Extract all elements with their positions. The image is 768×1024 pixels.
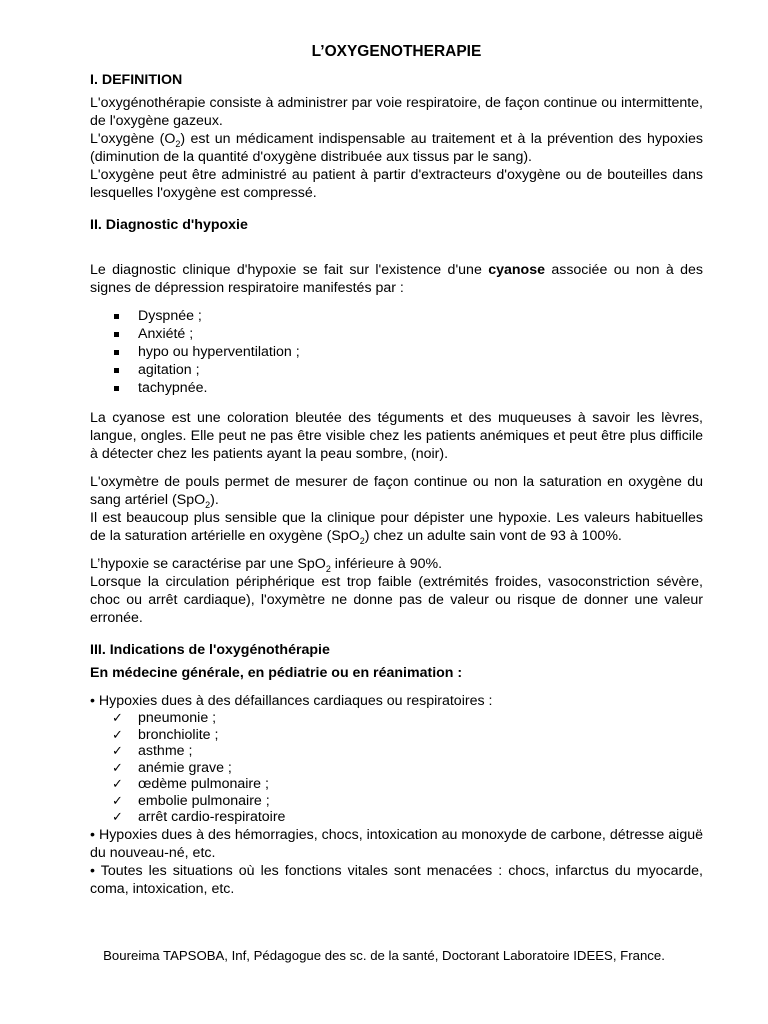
sensitivity-paragraph: Il est beaucoup plus sensible que la clinique pour dépister une hypoxie. Les valeurs habituelles de la saturation artérielle en oxygène (SpO$_2$) chez un adulte sain vont de 93 à 100%.: [90, 510, 703, 546]
indication-bullet-3: • Toutes les situations où les fonctions vitales sont menacées : chocs, infarctus du myocarde, coma, intoxication, etc.: [90, 862, 703, 897]
list-item: ✓ pneumonie ;: [112, 710, 217, 726]
indications-subheading: En médecine générale, en pédiatrie ou en réanimation :: [90, 665, 463, 681]
conditions-checklist: [90, 710, 703, 826]
checkmark-icon: ✓: [112, 726, 123, 742]
circulation-paragraph: Lorsque la circulation périphérique est trop faible (extrémités froides, vasoconstriction sévère, choc ou arrêt cardiaque), l'oxymètre ne donne pas de valeur ou risque de donner une valeur erronée.: [90, 574, 703, 626]
hypoxia-threshold-paragraph: L’hypoxie se caractérise par une SpO$_2$ inférieure à 90%.: [90, 556, 443, 574]
page-footer: Boureima TAPSOBA, Inf, Pédagogue des sc. de la santé, Doctorant Laboratoire IDEES, France.: [103, 948, 665, 963]
definition-paragraph-2: L'oxygène $(O_2)$ est un médicament indispensable au traitement et à la prévention des hypoxies (diminution de la quantité d'oxygène distribuée aux tissus par le sang).: [90, 131, 703, 165]
list-item: tachypnée.: [90, 379, 703, 397]
list-item: ✓ embolie pulmonaire ;: [112, 792, 270, 809]
list-item: agitation ;: [90, 361, 703, 379]
list-item: Dyspnée ;: [90, 307, 703, 325]
oximeter-paragraph: L'oxymètre de pouls permet de mesurer de façon continue ou non la saturation en oxygène du sang artériel (SpO$_2$).: [90, 474, 703, 510]
page-title: L’OXYGENOTHERAPIE: [311, 43, 482, 60]
definition-paragraph-3: L'oxygène peut être administré au patient à partir d'extracteurs d'oxygène ou de bouteilles dans lesquelles l'oxygène est compressé.: [90, 167, 703, 201]
section-indications-heading: III. Indications de l'oxygénothérapie: [90, 642, 330, 658]
checkmark-icon: ✓: [112, 809, 123, 824]
list-item: hypo ou hyperventilation ;: [90, 343, 703, 361]
document-page: [90, 42, 703, 898]
list-item: ✓ bronchiolite ;: [112, 726, 219, 743]
list-item: Anxiété ;: [90, 325, 703, 343]
definition-paragraph-1: L'oxygénothérapie consiste à administrer par voie respiratoire, de façon continue ou intermittente, de l'oxygène gazeux.: [90, 95, 703, 129]
checkmark-icon: ✓: [112, 776, 123, 791]
checkmark-icon: ✓: [112, 759, 123, 775]
list-item: ✓ anémie grave ;: [112, 759, 232, 776]
indication-bullet-2: • Hypoxies dues à des hémorragies, chocs, intoxication au monoxyde de carbone, détresse aiguë du nouveau-né, etc.: [90, 826, 703, 861]
cyanose-paragraph: La cyanose est une coloration bleutée des téguments et des muqueuses à savoir les lèvres, langue, ongles. Elle peut ne pas être visible chez les patients anémiques et peut être plus difficile à détecter chez les patients ayant la peau sombre, (noir).: [90, 410, 703, 462]
indication-bullet-1: • Hypoxies dues à des défaillances cardiaques ou respiratoires :: [90, 693, 493, 709]
signs-list: [90, 307, 703, 397]
section-diagnostic-heading: II. Diagnostic d'hypoxie: [90, 217, 248, 233]
checkmark-icon: ✓: [112, 792, 123, 808]
diagnostic-intro: Le diagnostic clinique d'hypoxie se fait sur l'existence d'une cyanose associée ou non à des signes de dépression respiratoire manifestés par :: [90, 262, 703, 296]
list-item: ✓ arrêt cardio-respiratoire: [112, 809, 286, 825]
list-item: ✓ asthme ;: [112, 743, 193, 759]
checkmark-icon: ✓: [112, 743, 123, 758]
section-definition-heading: I. DEFINITION: [90, 72, 183, 88]
checkmark-icon: ✓: [112, 710, 123, 725]
list-item: ✓ œdème pulmonaire ;: [112, 776, 269, 792]
